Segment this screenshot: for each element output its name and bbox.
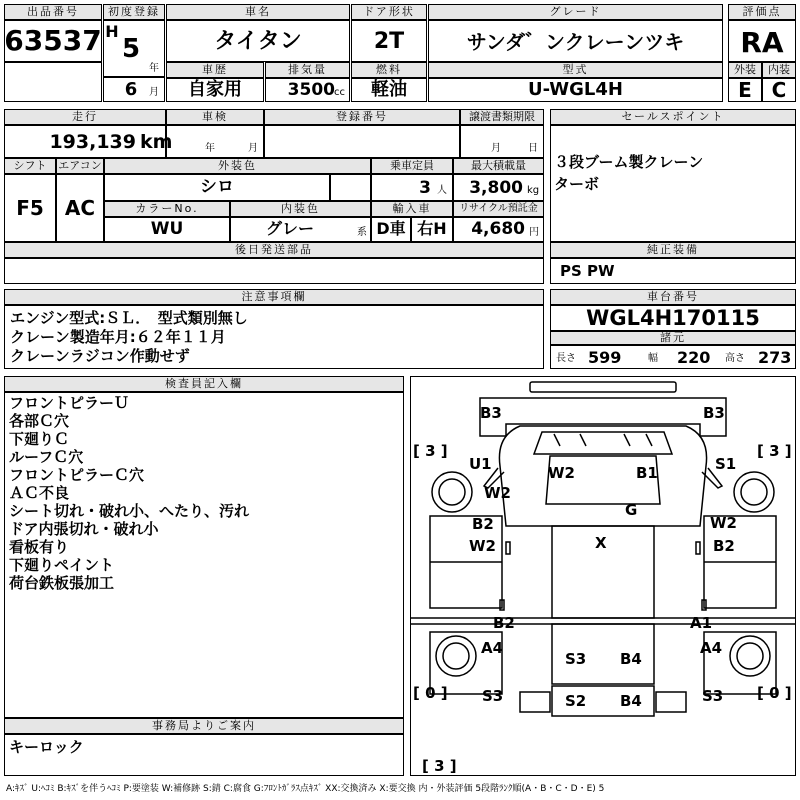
- mark-left-b2: B2: [472, 515, 494, 533]
- lot-number-header: 出品番号: [4, 4, 102, 20]
- tire-fl-tread: [ 3 ]: [413, 442, 448, 460]
- inspector-line: 下廻りＣ: [9, 430, 70, 448]
- month-unit: 月: [149, 87, 159, 98]
- registration-header: 登録番号: [264, 109, 460, 125]
- transfer-day-unit: 日: [528, 143, 538, 154]
- displacement: 3500: [287, 80, 335, 100]
- exterior-color: シロ: [200, 177, 234, 197]
- caution-line: クレーン製造年月:６２年１１月: [10, 328, 226, 346]
- mark-roof-g: G: [625, 501, 638, 519]
- shift-header: シフト: [4, 158, 56, 174]
- fuel-header: 燃料: [351, 62, 427, 78]
- sales-point-line: ターボ: [554, 175, 600, 193]
- mark-rear-s2: S2: [565, 692, 587, 710]
- ac-header: エアコン: [56, 158, 104, 174]
- length-label: 長さ: [556, 353, 576, 364]
- door-header: ドア形状: [351, 4, 427, 20]
- mark-rear-left-s3: S3: [482, 687, 504, 705]
- length: 599: [588, 348, 622, 367]
- mark-left-w2: W2: [469, 537, 496, 555]
- fuel: 軽油: [371, 79, 407, 100]
- door-type: 2T: [373, 29, 405, 54]
- inspection-year-unit: 年: [205, 143, 215, 154]
- shift: F5: [16, 196, 44, 220]
- spec-header: 諸元: [550, 331, 796, 345]
- inspector-header: 検査員記入欄: [4, 376, 404, 392]
- import-header: 輸入車: [371, 201, 453, 217]
- recycle-header: リサイクル預託金: [453, 201, 544, 217]
- score-header: 評価点: [728, 4, 796, 20]
- grade: サンダ゛ンクレーンツキ: [466, 30, 685, 54]
- mark-under-a1: A1: [690, 614, 713, 632]
- mileage-unit: km: [140, 131, 173, 153]
- color-cell-extra: [330, 174, 371, 201]
- mileage: 193,139: [49, 131, 136, 153]
- history: 自家用: [188, 79, 242, 100]
- legend: A:ｷｽﾞ U:ﾍｺﾐ B:ｷｽﾞを伴うﾍｺﾐ P:要塗装 W:補修跡 S:錆 C:腐食 G:ﾌﾛﾝﾄｶﾞﾗｽ点ｷｽﾞ XX:交換済み X:要交換 内・外装評価 5段階ﾗﾝｸ順(A・B・C・D・E) 5: [6, 784, 605, 794]
- width-label: 幅: [648, 353, 658, 364]
- mark-u1: U1: [469, 455, 492, 473]
- mark-bed-s3: S3: [565, 650, 587, 668]
- lot-number-blank: [4, 62, 102, 102]
- mark-left-a4: A4: [481, 639, 504, 657]
- int-color-unit: 系: [357, 227, 367, 238]
- model-header: 型式: [428, 62, 723, 78]
- mark-rear-b4: B4: [620, 692, 642, 710]
- capacity-unit: 人: [437, 185, 447, 196]
- first-reg-header: 初度登録: [103, 4, 165, 20]
- int-color: グレー: [265, 219, 314, 238]
- inspector-line: 看板有り: [9, 538, 70, 556]
- car-name-header: 車名: [166, 4, 350, 20]
- spare-tire-tread: [ 3 ]: [422, 757, 457, 775]
- sales-point-header: セールスポイント: [550, 109, 796, 125]
- displacement-header: 排気量: [265, 62, 350, 78]
- mark-windshield-w2: W2: [548, 464, 575, 482]
- mark-cab-x: X: [595, 534, 607, 552]
- model: U-WGL4H: [528, 79, 623, 100]
- mark-right-b2: B2: [713, 537, 735, 555]
- interior-score: C: [771, 78, 787, 102]
- load: 3,800: [469, 178, 523, 198]
- width: 220: [677, 348, 711, 367]
- inspector-line: 荷台鉄板張加工: [9, 574, 115, 592]
- registration-cell: [264, 125, 460, 158]
- color-header: 外装色: [104, 158, 371, 174]
- mark-right-a4: A4: [700, 639, 723, 657]
- mark-bed-b4: B4: [620, 650, 642, 668]
- caution-line: エンジン型式:ＳＬ． 型式類別無し: [10, 309, 248, 327]
- exterior-score: E: [738, 78, 752, 102]
- color-no-header: カラーNo.: [104, 201, 230, 217]
- load-unit: kg: [527, 185, 540, 196]
- height-label: 高さ: [725, 353, 745, 364]
- mark-left-glass-w2: W2: [484, 484, 511, 502]
- year-unit: 年: [149, 63, 159, 74]
- mark-windshield-b1: B1: [636, 464, 658, 482]
- inspection-header: 車検: [166, 109, 264, 125]
- inspector-line: ルーフＣ穴: [9, 448, 84, 466]
- ac: AC: [64, 196, 96, 220]
- exterior-header: 外装: [728, 62, 762, 78]
- transfer-month-unit: 月: [491, 143, 501, 154]
- inspector-line: フロントピラーＵ: [9, 394, 130, 412]
- capacity: 3: [419, 178, 431, 198]
- car-name: タイタン: [214, 29, 302, 54]
- first-reg-month: 6: [124, 79, 138, 100]
- office-header: 事務局よりご案内: [4, 718, 404, 734]
- first-reg-era: H: [105, 22, 119, 41]
- inspector-line: シート切れ・破れ小、へたり、汚れ: [9, 502, 250, 520]
- mark-right-w2: W2: [710, 514, 737, 532]
- caution-line: クレーンラジコン作動せず: [10, 347, 190, 365]
- mileage-header: 走行: [4, 109, 166, 125]
- mark-under-b2: B2: [493, 614, 515, 632]
- drive-side: D車: [376, 219, 406, 238]
- color-no: WU: [150, 219, 184, 239]
- chassis-header: 車台番号: [550, 289, 796, 305]
- caution-header: 注意事項欄: [4, 289, 544, 305]
- lot-number: 63537: [4, 24, 102, 57]
- chassis-number: WGL4H170115: [586, 306, 760, 330]
- equipment: PS PW: [560, 262, 615, 280]
- sales-point-line: ３段ブーム製クレーン: [554, 153, 704, 171]
- recycle: 4,680: [471, 219, 525, 239]
- office-note: キーロック: [9, 738, 84, 756]
- tire-fr-tread: [ 3 ]: [757, 442, 792, 460]
- tire-rr-tread: [ 0 ]: [757, 684, 792, 702]
- mark-s1: S1: [715, 455, 737, 473]
- first-reg-year: 5: [121, 34, 141, 64]
- inspector-line: フロントピラーＣ穴: [9, 466, 145, 484]
- inspector-line: ドア内張切れ・破れ小: [9, 520, 159, 538]
- inspector-line: 下廻りペイント: [9, 556, 115, 574]
- inspection-month-unit: 月: [248, 143, 258, 154]
- mark-rear-right-s3: S3: [702, 687, 724, 705]
- inspector-line: 各部Ｃ穴: [9, 412, 70, 430]
- int-color-header: 内装色: [230, 201, 371, 217]
- grade-header: グレード: [428, 4, 723, 20]
- transfer-header: 譲渡書類期限: [460, 109, 544, 125]
- mark-b3-right: B3: [703, 404, 725, 422]
- inspector-line: ＡＣ不良: [9, 484, 70, 502]
- interior-header: 内装: [762, 62, 796, 78]
- recycle-unit: 円: [529, 227, 539, 238]
- score: RA: [740, 26, 784, 59]
- equipment-header: 純正装備: [550, 242, 796, 258]
- load-header: 最大積載量: [453, 158, 544, 174]
- height: 273: [758, 348, 792, 367]
- tire-rl-tread: [ 0 ]: [413, 684, 448, 702]
- handle: 右H: [417, 219, 447, 238]
- vehicle-diagram: [410, 376, 796, 776]
- displacement-unit: cc: [334, 87, 345, 98]
- later-parts-header: 後日発送部品: [4, 242, 544, 258]
- later-parts-cell: [4, 258, 544, 284]
- history-header: 車歴: [166, 62, 264, 78]
- mark-b3-left: B3: [480, 404, 502, 422]
- capacity-header: 乗車定員: [371, 158, 453, 174]
